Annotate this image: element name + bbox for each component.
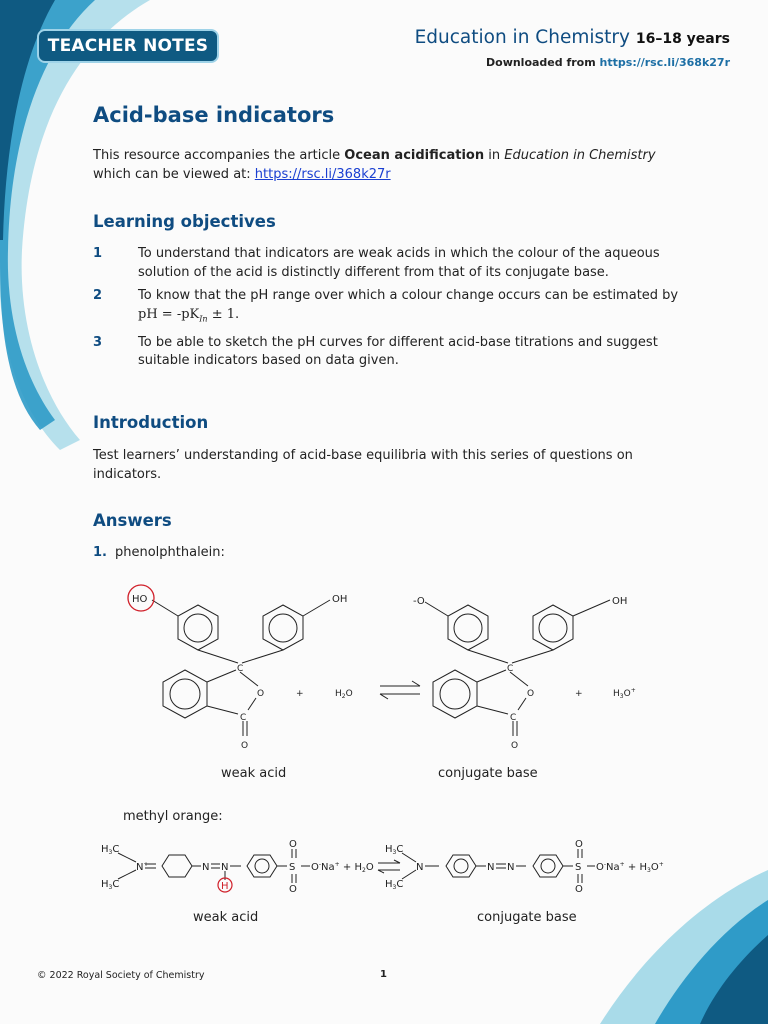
- age-range: 16–18 years: [635, 31, 730, 47]
- page-number: 1: [380, 969, 387, 980]
- oh-label: OH: [332, 594, 348, 605]
- downloaded-from: [486, 56, 730, 69]
- ona-o: O: [311, 862, 319, 873]
- methyl-c: C: [396, 879, 404, 890]
- methyl-c: C: [112, 879, 120, 890]
- formula-sub: In: [199, 314, 208, 324]
- water-o: O: [365, 862, 374, 873]
- objective-item: [93, 245, 683, 282]
- hydronium-label: [613, 687, 636, 700]
- objective-number: 2: [93, 288, 103, 303]
- methyl-group-label: [385, 844, 403, 856]
- phenol-conjugate-base-caption: conjugate base: [438, 766, 538, 781]
- intro-text: This resource accompanies the article: [93, 148, 341, 163]
- answers-heading: Answers: [93, 511, 172, 530]
- objective-text-part: To know that the pH range over which a colour change occurs can be estimated by: [138, 288, 679, 303]
- methyl-h: H: [101, 879, 109, 890]
- s-label: S: [289, 862, 296, 873]
- phenol-weak-acid-caption: weak acid: [221, 766, 287, 781]
- water-label: [335, 689, 353, 700]
- downloaded-link[interactable]: https://rsc.li/368k27r: [599, 56, 730, 69]
- objective-text: To understand that indicators are weak acids in which the colour of the aqueous solution of the acid is distinctly different from that of its conjugate base.: [138, 246, 660, 280]
- hydronium-o: O: [623, 689, 631, 699]
- learning-objectives-heading: Learning objectives: [93, 212, 276, 231]
- o-label: O: [241, 741, 249, 751]
- article-name: Ocean acidification: [344, 148, 485, 163]
- objectives-list: [93, 245, 683, 376]
- o-label: O: [257, 689, 265, 699]
- teacher-notes-badge: TEACHER NOTES: [37, 29, 219, 63]
- methyl-group-label: [101, 879, 119, 891]
- page-title: Acid-base indicators: [93, 103, 335, 127]
- na-label: Na: [606, 862, 620, 873]
- header-journal-title: [415, 27, 730, 48]
- water-h: H: [335, 689, 342, 699]
- na-charge: +: [334, 861, 340, 868]
- introduction-heading: Introduction: [93, 413, 209, 432]
- n-label: N: [416, 862, 424, 873]
- journal-name: Education in Chemistry: [414, 27, 630, 48]
- ona-o: O: [596, 862, 604, 873]
- answer-number: 1.: [93, 545, 107, 560]
- intro-paragraph: [93, 146, 693, 184]
- o-label: O: [511, 741, 519, 751]
- o-label: O: [527, 689, 535, 699]
- c-label: C: [240, 713, 247, 723]
- o-minus-label: -O: [413, 596, 425, 607]
- answer-text: phenolphthalein:: [114, 545, 225, 560]
- na-charge: +: [619, 861, 625, 868]
- methyl-group-label: [101, 844, 119, 856]
- formula-after: ± 1.: [207, 306, 240, 322]
- hydronium-h: H: [639, 862, 647, 873]
- journal-name-italic: Education in Chemistry: [504, 148, 656, 163]
- methyl-group-label: [385, 879, 403, 891]
- plus-sign: +: [575, 689, 583, 699]
- methyl-conjugate-base-caption: conjugate base: [477, 910, 577, 925]
- intro-text-after: which can be viewed at:: [93, 167, 251, 182]
- s-label: S: [575, 862, 582, 873]
- c-label: C: [237, 664, 244, 674]
- n-label: N: [221, 862, 229, 873]
- methyl-sub: 3: [108, 849, 113, 856]
- c-label: C: [510, 713, 517, 723]
- hydronium-h: H: [613, 689, 620, 699]
- plus-sign: +: [627, 862, 637, 873]
- methyl-sub: 3: [392, 849, 397, 856]
- objective-number: 3: [93, 334, 103, 350]
- plus-sign: +: [342, 862, 352, 873]
- methyl-c: C: [112, 844, 120, 855]
- n-label: N: [202, 862, 210, 873]
- downloaded-label: Downloaded from: [486, 56, 596, 69]
- water-sub: 2: [341, 693, 346, 700]
- methyl-c: C: [396, 844, 404, 855]
- oh-label: OH: [612, 596, 628, 607]
- water-sub: 2: [361, 867, 366, 874]
- na-label: Na: [321, 862, 335, 873]
- o-label: O: [575, 884, 583, 895]
- hydronium-charge: +: [630, 687, 636, 694]
- methyl-sub: 3: [108, 884, 113, 891]
- methyl-h: H: [385, 844, 393, 855]
- o-label: O: [289, 884, 297, 895]
- formula-main: pH = -pK: [138, 306, 200, 322]
- h-label: H: [221, 881, 229, 892]
- o-label: O: [289, 839, 297, 850]
- n-plus-label: [136, 861, 149, 873]
- article-link[interactable]: https://rsc.li/368k27r: [254, 167, 391, 182]
- introduction-text: Test learners’ understanding of acid-base equilibria with this series of questions on indicators.: [93, 448, 633, 482]
- o-label: O: [575, 839, 583, 850]
- hydronium-o: O: [650, 862, 659, 873]
- objective-item: [93, 334, 683, 371]
- answer-item: [93, 545, 225, 560]
- formula: [138, 307, 239, 322]
- ona-label: [596, 861, 664, 874]
- n-plus-n: N: [136, 862, 144, 873]
- methyl-h: H: [385, 879, 393, 890]
- phenolphthalein-diagram: [110, 578, 670, 758]
- methyl-orange-diagram: [98, 835, 678, 897]
- ona-label: [311, 861, 374, 874]
- methyl-sub: 3: [392, 884, 397, 891]
- water-o: O: [345, 689, 353, 699]
- objective-text: [138, 287, 683, 329]
- n-label: N: [487, 862, 495, 873]
- hydronium-sub: 3: [619, 693, 624, 700]
- c-label: C: [507, 664, 514, 674]
- plus-sign: +: [296, 689, 304, 699]
- objective-item: [93, 287, 683, 329]
- objective-text: To be able to sketch the pH curves for different acid-base titrations and suggest suitable indicators based on data given.: [138, 334, 658, 369]
- hydronium-sub: 3: [646, 867, 651, 874]
- ho-label: HO: [132, 594, 148, 605]
- intro-text-in: in: [488, 148, 501, 163]
- ona-charge: -: [318, 861, 322, 868]
- objective-number: 1: [93, 246, 103, 261]
- n-label: N: [507, 862, 515, 873]
- methyl-h: H: [101, 844, 109, 855]
- hydronium-charge: +: [658, 861, 664, 868]
- methyl-weak-acid-caption: weak acid: [193, 910, 259, 925]
- footer-copyright: © 2022 Royal Society of Chemistry: [37, 970, 205, 981]
- methyl-orange-label: methyl orange:: [123, 809, 223, 824]
- water-h: H: [354, 862, 362, 873]
- n-plus-charge: +: [143, 861, 149, 868]
- ona-charge: -: [603, 861, 607, 868]
